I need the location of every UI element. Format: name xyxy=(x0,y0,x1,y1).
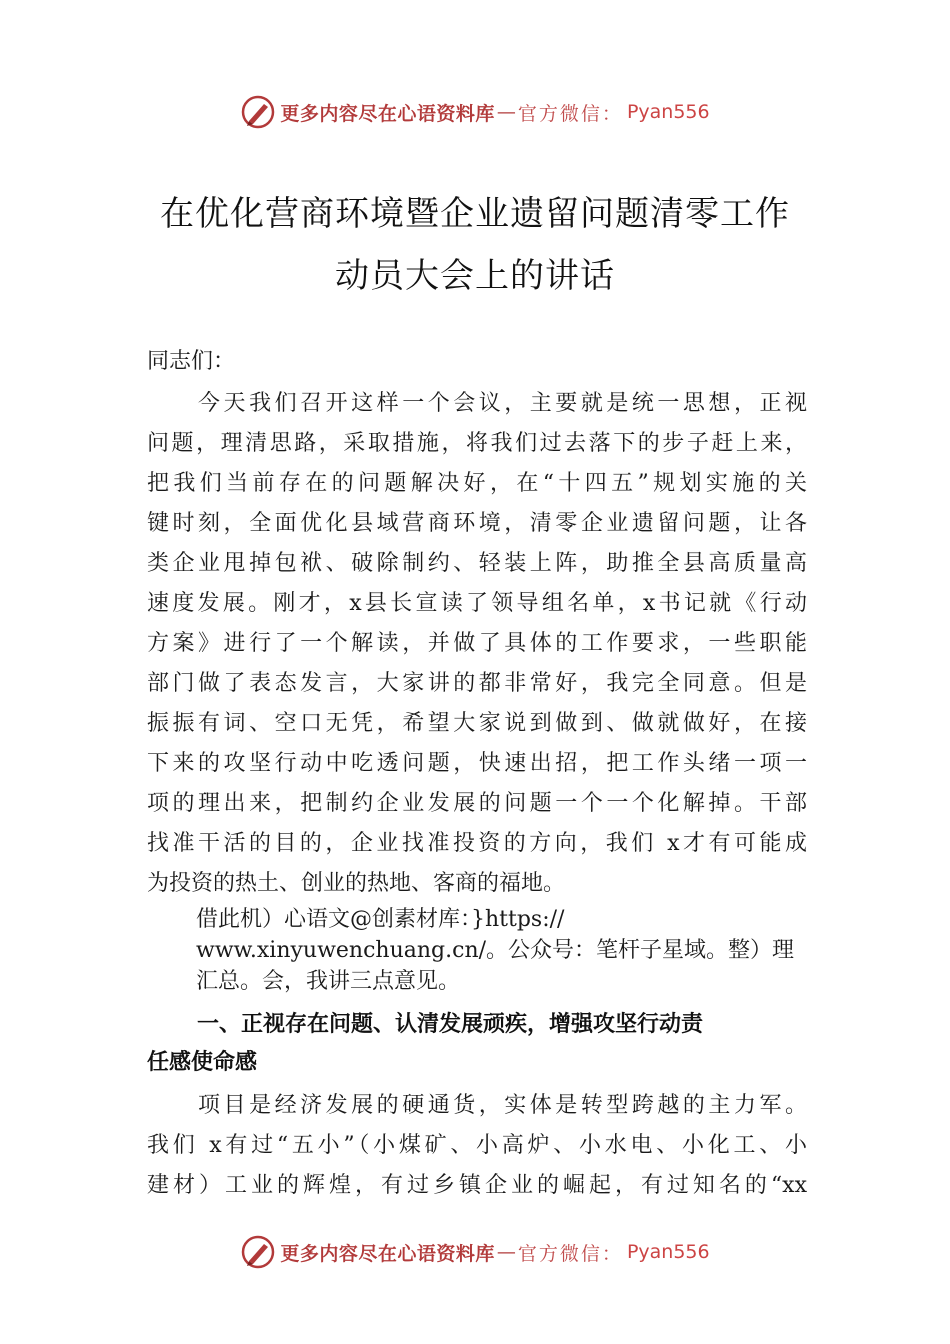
text-line: 类企业甩掉包袱、破除制约、轻装上阵，助推全县高质量高 xyxy=(147,551,807,576)
watermark-dash: — xyxy=(496,101,516,123)
watermark-id: Pyan556 xyxy=(626,101,710,123)
text-line: 我们 x有过“五小”（小煤矿、小高炉、小水电、小化工、小 xyxy=(147,1133,807,1158)
text-line: 把我们当前存在的问题解决好，在“十四五”规划实施的关 xyxy=(147,471,807,496)
text-line: 速度发展。刚才，x县长宣读了领导组名单，x书记就《行动 xyxy=(147,591,807,616)
text-line: 为投资的热土、创业的热地、客商的福地。 xyxy=(147,871,566,896)
doc-title-line1: 在优化营商环境暨企业遗留问题清零工作 xyxy=(160,194,790,234)
text-line: 方案》进行了一个解读，并做了具体的工作要求，一些职能 xyxy=(147,631,807,656)
watermark-sub: 官方微信： xyxy=(517,102,623,125)
text-line: 部门做了表态发言，大家讲的都非常好，我完全同意。但是 xyxy=(147,671,807,696)
text-line: 找准干活的目的，企业找准投资的方向，我们 x才有可能成 xyxy=(147,831,807,856)
text-line: 建材）工业的辉煌，有过乡镇企业的崛起，有过知名的“xx xyxy=(147,1173,807,1198)
text-line: 项的理出来，把制约企业发展的问题一个一个化解掉。干部 xyxy=(147,791,807,816)
watermark-dash: — xyxy=(496,1241,516,1263)
paragraph-1 xyxy=(147,384,807,904)
watermark-main: 更多内容尽在心语资料库 xyxy=(280,102,495,125)
watermark-sub: 官方微信： xyxy=(517,1242,623,1265)
inserted-line: 汇总。会，我讲三点意见。 xyxy=(196,969,461,994)
watermark-main: 更多内容尽在心语资料库 xyxy=(280,1242,495,1265)
text-line: 振振有词、空口无凭，希望大家说到做到、做就做好，在接 xyxy=(147,711,807,736)
text-line: 下来的攻坚行动中吃透问题，快速出招，把工作头绪一项一 xyxy=(147,751,807,776)
doc-title-line2: 动员大会上的讲话 xyxy=(335,256,615,296)
watermark-footer xyxy=(0,1232,950,1272)
text-line: 键时刻，全面优化县域营商环境，清零企业遗留问题，让各 xyxy=(147,511,807,536)
text-line: 问题，理清思路，采取措施，将我们过去落下的步子赶上来， xyxy=(147,431,807,456)
inserted-line: 借此机）心语文@创素材库：}https:// xyxy=(196,907,565,932)
watermark-header xyxy=(0,92,950,132)
pen-logo-icon xyxy=(240,94,276,130)
inserted-note xyxy=(196,904,836,997)
heading-line1: 一、正视存在问题、认清发展顽疾，增强攻坚行动责 xyxy=(197,1012,704,1037)
section-heading-1 xyxy=(147,1006,807,1082)
salutation: 同志们： xyxy=(147,349,236,374)
heading-line2: 任感使命感 xyxy=(147,1050,258,1075)
pen-logo-icon xyxy=(240,1234,276,1270)
paragraph-2 xyxy=(147,1086,807,1206)
text-line: 项目是经济发展的硬通货，实体是转型跨越的主力军。 xyxy=(147,1093,807,1118)
text-line: 今天我们召开这样一个会议，主要就是统一思想，正视 xyxy=(147,391,807,416)
inserted-line: www.xinyuwenchuang.cn/。公众号：笔杆子星域。整）理 xyxy=(196,938,795,963)
watermark-id: Pyan556 xyxy=(626,1241,710,1263)
